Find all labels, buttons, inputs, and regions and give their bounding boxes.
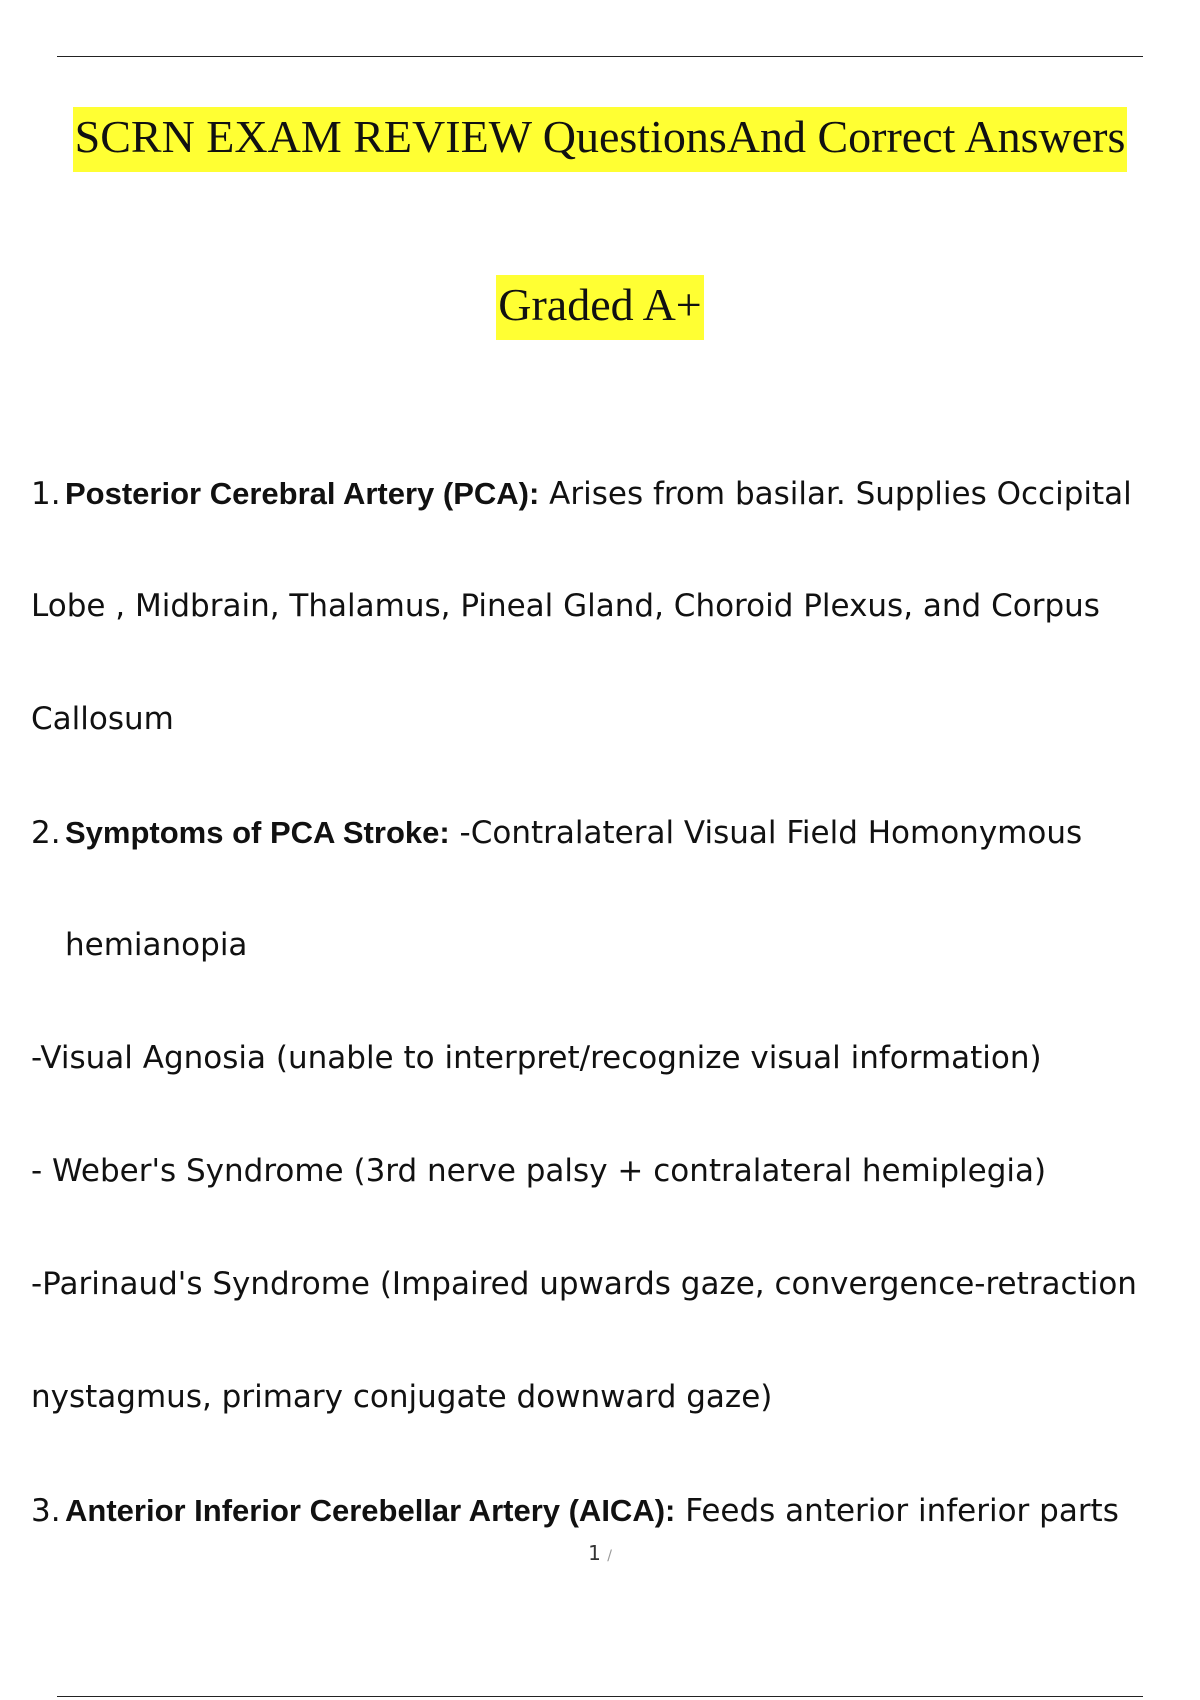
item-3-line-1: [31, 1495, 1119, 1527]
top-rule: [57, 56, 1143, 57]
title-highlight: Graded A+: [496, 275, 704, 340]
page-number-separator: /: [607, 1548, 612, 1564]
item-2-line-3: -Visual Agnosia (unable to interpret/recognize visual information): [31, 1040, 1042, 1076]
item-2-line-6: nystagmus, primary conjugate downward gaze): [31, 1379, 773, 1415]
item-1-line-1: [31, 478, 1132, 510]
item-number: 1.: [31, 476, 61, 512]
bottom-rule: [57, 1696, 1143, 1697]
document-title-line-1: [0, 111, 1200, 162]
title-highlight: SCRN EXAM REVIEW QuestionsAnd Correct Answers: [73, 107, 1128, 172]
item-term: Anterior Inferior Cerebellar Artery (AICA):: [65, 1493, 676, 1528]
item-1-line-3: Callosum: [31, 701, 174, 737]
item-text: Feeds anterior inferior parts: [675, 1493, 1119, 1529]
item-number: 3.: [31, 1493, 61, 1529]
item-text: -Contralateral Visual Field Homonymous: [449, 815, 1083, 851]
item-term: Posterior Cerebral Artery (PCA):: [65, 476, 540, 511]
item-term: Symptoms of PCA Stroke:: [65, 815, 450, 850]
item-2-line-4: - Weber's Syndrome (3rd nerve palsy + contralateral hemiplegia): [31, 1153, 1047, 1189]
item-1-line-2: Lobe , Midbrain, Thalamus, Pineal Gland, Choroid Plexus, and Corpus: [31, 588, 1100, 624]
document-title-line-2: [0, 279, 1200, 330]
page-number-value: 1: [588, 1541, 601, 1565]
item-number: 2.: [31, 815, 61, 851]
item-2-line-1: [31, 817, 1082, 849]
item-2-line-5: -Parinaud's Syndrome (Impaired upwards gaze, convergence-retraction: [31, 1266, 1137, 1302]
item-2-line-2: hemianopia: [65, 927, 248, 963]
item-text: Arises from basilar. Supplies Occipital: [539, 476, 1132, 512]
page-number: [0, 1541, 1200, 1565]
